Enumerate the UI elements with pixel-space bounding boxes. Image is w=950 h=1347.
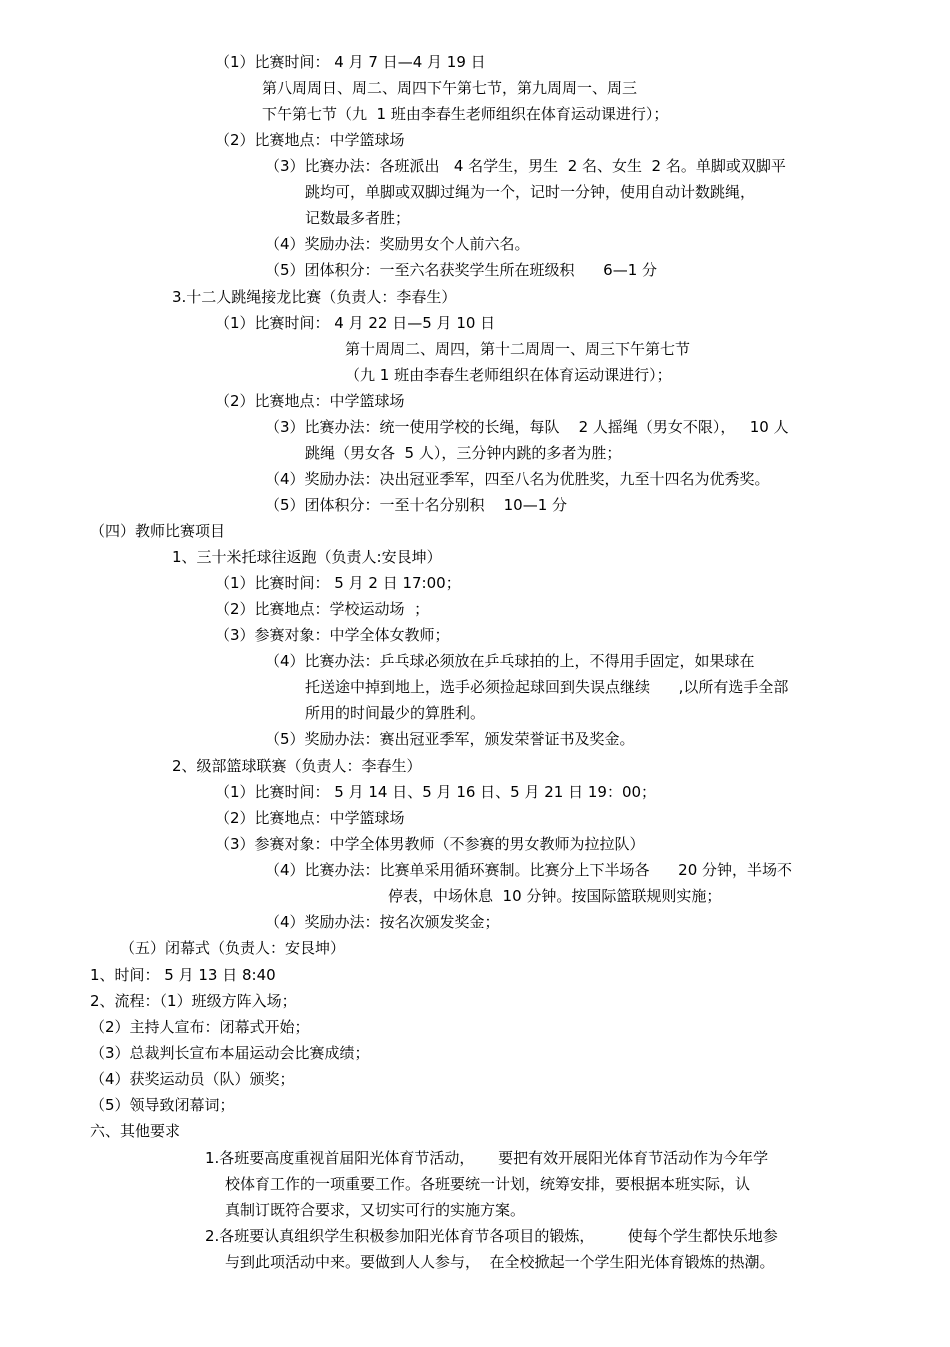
text-line: （1）比赛时间： 4 月 7 日—4 月 19 日: [215, 53, 486, 71]
text-line: 2.各班要认真组织学生积极参加阳光体育节各项目的锻炼， 使每个学生都快乐地参: [205, 1227, 778, 1245]
text-line: （4）获奖运动员（队）颁奖；: [90, 1070, 295, 1088]
text-line: （4）奖励办法：按名次颁发奖金；: [265, 913, 500, 931]
section-heading: （四）教师比赛项目: [90, 522, 226, 540]
section-heading: 六、其他要求: [90, 1122, 181, 1140]
text-line: （2）比赛地点：学校运动场 ；: [215, 600, 430, 618]
text-line: （5）团体积分：一至六名获奖学生所在班级积 6—1 分: [265, 261, 658, 279]
text-line: （1）比赛时间： 5 月 14 日、5 月 16 日、5 月 21 日 19：00；: [215, 783, 657, 801]
text-line: （2）比赛地点：中学篮球场: [215, 392, 405, 410]
text-line: 2、流程：（1）班级方阵入场；: [90, 992, 297, 1010]
text-line: 3.十二人跳绳接龙比赛（负责人：李春生）: [172, 288, 457, 306]
text-line: （4）奖励办法：决出冠亚季军，四至八名为优胜奖，九至十四名为优秀奖。: [265, 470, 770, 488]
text-line: 1.各班要高度重视首届阳光体育节活动， 要把有效开展阳光体育节活动作为今年学: [205, 1149, 769, 1167]
text-line: （4）比赛办法：乒乓球必须放在乒乓球拍的上，不得用手固定，如果球在: [265, 652, 755, 670]
text-line: 停表，中场休息 10 分钟。按国际篮联规则实施；: [388, 887, 722, 905]
text-line: （3）比赛办法：各班派出 4 名学生，男生 2 名、女生 2 名。单脚或双脚平: [265, 157, 786, 175]
text-line: （1）比赛时间： 5 月 2 日 17:00；: [215, 574, 461, 592]
text-line: （4）奖励办法：奖励男女个人前六名。: [265, 235, 530, 253]
text-line: 第十周周二、周四，第十二周周一、周三下午第七节: [345, 340, 691, 358]
text-line: 与到此项活动中来。要做到人人参与， 在全校掀起一个学生阳光体育锻炼的热潮。: [225, 1253, 775, 1271]
text-line: （4）比赛办法：比赛单采用循环赛制。比赛分上下半场各 20 分钟，半场不: [265, 861, 793, 879]
text-line: 2、级部篮球联赛（负责人：李春生）: [172, 757, 422, 775]
text-line: （2）比赛地点：中学篮球场: [215, 131, 405, 149]
text-line: 托送途中掉到地上，选手必须捡起球回到失误点继续 ,以所有选手全部: [305, 678, 789, 696]
text-line: 记数最多者胜；: [305, 209, 411, 227]
text-line: 1、三十米托球往返跑（负责人:安艮坤）: [172, 548, 442, 566]
text-line: 第八周周日、周二、周四下午第七节，第九周周一、周三: [262, 79, 638, 97]
text-line: （1）比赛时间： 4 月 22 日—5 月 10 日: [215, 314, 496, 332]
text-line: （5）团体积分：一至十名分别积 10—1 分: [265, 496, 568, 514]
text-line: （3）总裁判长宣布本届运动会比赛成绩；: [90, 1044, 370, 1062]
text-line: （5）奖励办法：赛出冠亚季军，颁发荣誉证书及奖金。: [265, 730, 635, 748]
text-line: 1、时间： 5 月 13 日 8:40: [90, 966, 276, 984]
text-line: 跳绳（男女各 5 人），三分钟内跳的多者为胜；: [305, 444, 622, 462]
text-line: （3）比赛办法：统一使用学校的长绳，每队 2 人摇绳（男女不限）， 10 人: [265, 418, 789, 436]
text-line: （2）主持人宣布：闭幕式开始；: [90, 1018, 310, 1036]
section-heading: （五）闭幕式（负责人：安艮坤）: [120, 939, 346, 957]
text-line: （2）比赛地点：中学篮球场: [215, 809, 405, 827]
text-line: 所用的时间最少的算胜利。: [305, 704, 486, 722]
text-line: 下午第七节（九 1 班由李春生老师组织在体育运动课进行）；: [262, 105, 669, 123]
text-line: （3）参赛对象：中学全体男教师（不参赛的男女教师为拉拉队）: [215, 835, 645, 853]
text-line: 跳均可，单脚或双脚过绳为一个，记时一分钟，使用自动计数跳绳，: [305, 183, 756, 201]
text-line: 真制订既符合要求，又切实可行的实施方案。: [225, 1201, 526, 1219]
text-line: （5）领导致闭幕词；: [90, 1096, 235, 1114]
text-line: 校体育工作的一项重要工作。各班要统一计划，统筹安排，要根据本班实际，认: [225, 1175, 751, 1193]
text-line: （九 1 班由李春生老师组织在体育运动课进行）；: [345, 366, 672, 384]
text-line: （3）参赛对象：中学全体女教师；: [215, 626, 450, 644]
